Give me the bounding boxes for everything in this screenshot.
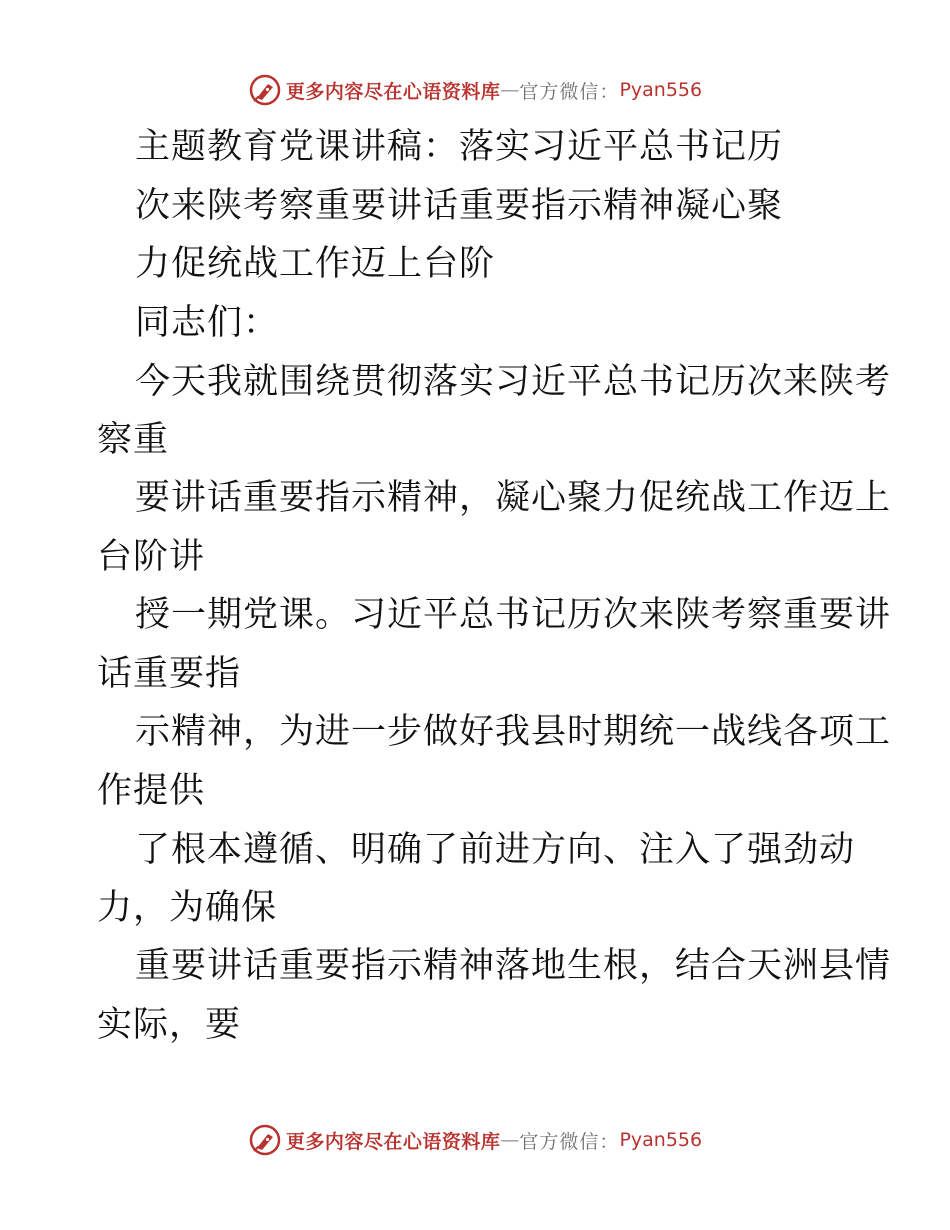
pen-nib-logo-icon: [248, 73, 282, 107]
body-line: 授一期党课。习近平总书记历次来陕考察重要讲: [135, 595, 892, 635]
title-line: 力促统战工作迈上台阶: [135, 244, 496, 284]
body-line: 了根本遵循、明确了前进方向、注入了强劲动: [135, 830, 856, 870]
body-line: 重要讲话重要指示精神落地生根，结合天洲县情: [135, 946, 892, 986]
body-line: 察重: [97, 420, 170, 460]
header-watermark: [0, 70, 950, 110]
body-line: 实际，要: [97, 1005, 242, 1045]
body-line: 要讲话重要指示精神，凝心聚力促统战工作迈上: [135, 478, 892, 518]
watermark-code: Pyan556: [619, 1129, 703, 1151]
watermark-label: 官方微信：: [519, 80, 620, 103]
title-line: 次来陕考察重要讲话重要指示精神凝心聚: [135, 186, 784, 226]
body-line: 示精神，为进一步做好我县时期统一战线各项工: [135, 712, 892, 752]
watermark-dash: —: [500, 1129, 520, 1151]
greeting: 同志们：: [135, 303, 280, 343]
body-line: 话重要指: [97, 654, 242, 694]
body-line: 今天我就围绕贯彻落实习近平总书记历次来陕考: [135, 362, 892, 402]
watermark-text: 更多内容尽在心语资料库: [285, 1130, 501, 1153]
body-line: 作提供: [97, 771, 206, 811]
body-line: 力，为确保: [97, 888, 278, 928]
watermark-text: 更多内容尽在心语资料库: [285, 80, 501, 103]
footer-watermark: [0, 1120, 950, 1160]
title-line: 主题教育党课讲稿：落实习近平总书记历: [135, 127, 784, 167]
watermark-dash: —: [500, 79, 520, 101]
watermark-label: 官方微信：: [519, 1130, 620, 1153]
watermark-code: Pyan556: [619, 79, 703, 101]
pen-nib-logo-icon: [248, 1123, 282, 1157]
body-line: 台阶讲: [97, 537, 206, 577]
